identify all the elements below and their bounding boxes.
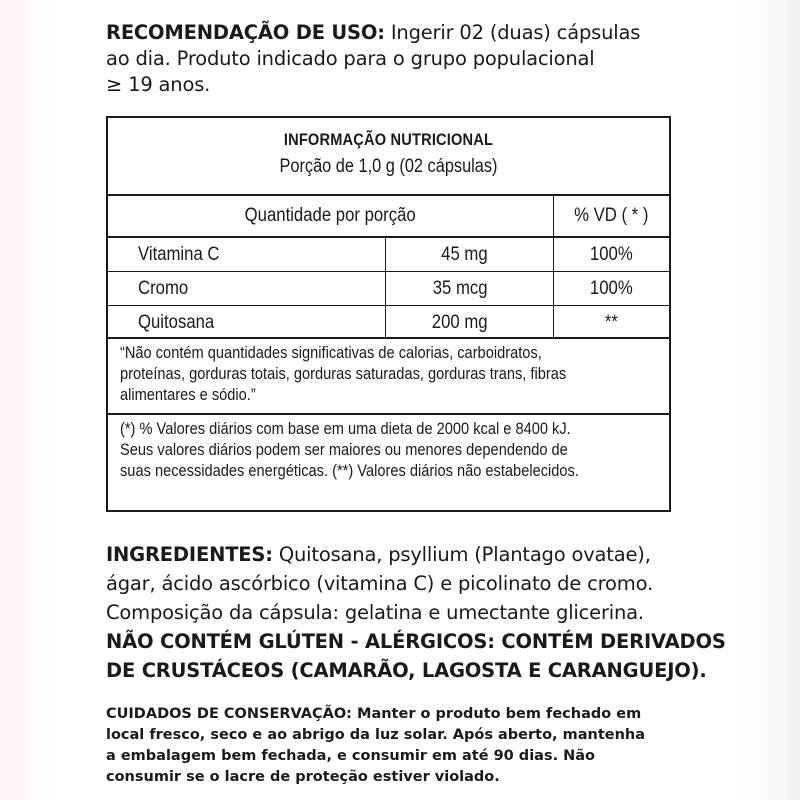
nutrient-vd: **: [604, 312, 619, 333]
quantity-header: Quantidade por porção: [108, 196, 554, 236]
nutrient-name: Cromo: [138, 278, 189, 299]
allergen-warning-2: DE CRUSTÁCEOS (CAMARÃO, LAGOSTA E CARANGUEJO).: [106, 659, 707, 682]
nutrient-name: Quitosana: [138, 312, 215, 333]
nutrition-title: INFORMAÇÃO NUTRICIONAL: [283, 130, 494, 149]
nutrition-note-daily-values: (*) % Valores diários com base em uma dieta de 2000 kcal e 8400 kJ. Seus valores diários podem ser maiores ou menores dependendo de suas necessidades energéticas. (**) Valores diários não estabelecidos.: [120, 419, 579, 480]
nutrient-vd: 100%: [590, 278, 633, 299]
nutrient-amount: 200 mg: [431, 312, 488, 333]
nutrition-facts-table: [106, 116, 671, 512]
usage-recommendation: [106, 20, 706, 98]
nutrition-portion: Porção de 1,0 g (02 cápsulas): [279, 156, 498, 177]
table-row: [108, 272, 669, 306]
nutrient-vd: 100%: [590, 244, 633, 265]
conservation-section: [106, 704, 706, 788]
ingredients-text-1: Quitosana, psyllium (Plantago ovatae),: [278, 543, 651, 566]
nutrition-note-insignificant: “Não contém quantidades significativas de calorias, carboidratos, proteínas, gorduras totais, gorduras saturadas, gorduras trans, fibras alimentares e sódio.”: [108, 339, 669, 415]
conservation-line: consumir se o lacre de proteção estiver violado.: [106, 769, 500, 785]
conservation-line: a embalagem bem fechada, e consumir em até 90 dias. Não: [106, 748, 596, 764]
recommendation-label: RECOMENDAÇÃO DE USO:: [106, 21, 385, 44]
conservation-line: local fresco, seco e ao abrigo da luz solar. Após aberto, mantenha: [106, 727, 646, 743]
recommendation-text-2: ao dia. Produto indicado para o grupo populacional: [106, 47, 595, 70]
nutrient-amount: 35 mcg: [432, 278, 488, 299]
recommendation-text-1: Ingerir 02 (duas) cápsulas: [390, 21, 641, 44]
ingredients-section: [106, 540, 766, 685]
vd-header: % VD ( * ): [574, 205, 649, 226]
conservation-line: CUIDADOS DE CONSERVAÇÃO: Manter o produto bem fechado em: [106, 706, 642, 722]
nutrition-column-headers: [108, 196, 669, 238]
table-row: [108, 238, 669, 272]
nutrient-amount: 45 mg: [441, 244, 488, 265]
ingredients-text-2: ágar, ácido ascórbico (vitamina C) e picolinato de cromo.: [106, 572, 653, 595]
nutrient-name: Vitamina C: [138, 244, 220, 265]
recommendation-text-3: ≥ 19 anos.: [106, 73, 211, 96]
table-row: [108, 306, 669, 339]
allergen-warning-1: NÃO CONTÉM GLÚTEN - ALÉRGICOS: CONTÉM DERIVADOS: [106, 630, 726, 653]
nutrition-header: [108, 118, 669, 196]
capsule-composition: Composição da cápsula: gelatina e umectante glicerina.: [106, 601, 644, 624]
ingredients-label: INGREDIENTES:: [106, 543, 273, 566]
